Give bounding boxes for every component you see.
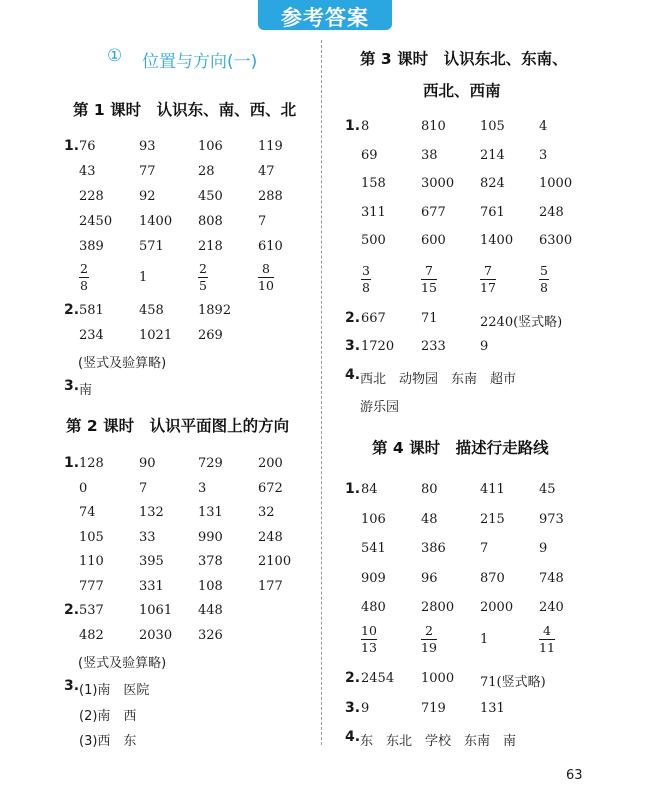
answer-value: 80 — [421, 482, 438, 497]
answer-value: 1892 — [198, 303, 232, 318]
l2-q3-line-1: (1)南 医院 — [79, 683, 150, 698]
answer-value: 810 — [421, 119, 446, 134]
answer-value: 8 — [361, 119, 370, 134]
l3-q4-label: 4. — [345, 367, 361, 383]
l2-q2-label: 2. — [64, 602, 80, 618]
answer-value: 1 — [480, 632, 489, 647]
answer-value: 43 — [79, 164, 96, 179]
answer-value: 9 — [361, 701, 370, 716]
answer-value: 610 — [258, 239, 283, 254]
answer-value: 47 — [258, 164, 275, 179]
l4-q3-label: 3. — [345, 700, 361, 716]
l4-q4-answer: 东 东北 学校 东南 南 — [360, 734, 517, 749]
answer-value: 389 — [79, 239, 104, 254]
answer-value: 2450 — [79, 214, 113, 229]
answer-value: 105 — [480, 119, 505, 134]
l1-q1-label: 1. — [64, 138, 80, 154]
answer-value: 450 — [198, 189, 223, 204]
answer-value: 233 — [421, 339, 446, 354]
page-number: 63 — [566, 768, 583, 783]
answer-value: 973 — [539, 511, 564, 527]
answer-value: 228 — [79, 189, 104, 204]
answer-value: 71 — [421, 311, 438, 326]
answer-value: 2454 — [361, 671, 395, 686]
lesson4-title: 第 4 课时 描述行走路线 — [372, 439, 549, 457]
answer-value: 215 — [480, 511, 505, 527]
fraction-numerator: 7 — [483, 263, 492, 278]
answer-value: 824 — [480, 176, 505, 191]
l2-q3-label: 3. — [64, 678, 80, 694]
answer-value: 761 — [480, 204, 505, 220]
answer-value: 74 — [79, 505, 96, 520]
answer-value: 1 — [139, 270, 148, 285]
answer-value: 0 — [79, 480, 88, 496]
answer-value: 2800 — [421, 600, 455, 615]
answer-value: 93 — [139, 139, 156, 154]
fraction-numerator: 2 — [424, 623, 433, 638]
answer-value: 76 — [79, 139, 96, 154]
fraction-numerator: 5 — [540, 263, 548, 278]
answer-value: 106 — [361, 511, 386, 527]
lesson3-title-line2: 西北、西南 — [423, 82, 501, 100]
fraction-denominator: 8 — [540, 280, 548, 295]
answer-value: 269 — [198, 328, 223, 343]
answer-value: 132 — [139, 505, 164, 520]
fraction-denominator: 8 — [362, 280, 370, 295]
answer-value: 7 — [139, 480, 148, 496]
answer-value: 248 — [539, 204, 564, 220]
answer-value: 667 — [361, 311, 386, 326]
answer-value: 537 — [79, 603, 104, 618]
answer-value: 90 — [139, 456, 156, 471]
fraction — [539, 264, 549, 295]
l2-q2-note: (竖式及验算略) — [78, 656, 167, 671]
answer-value: 719 — [421, 701, 446, 716]
answer-value: 9 — [480, 339, 489, 354]
answer-value: 33 — [139, 529, 156, 545]
fraction-numerator: 3 — [362, 263, 370, 278]
answer-value: 69 — [361, 147, 378, 163]
answer-value: 234 — [79, 328, 104, 343]
answer-value: 1400 — [139, 214, 173, 229]
answer-value: 571 — [139, 239, 164, 254]
answer-value: 581 — [79, 303, 104, 318]
fraction — [480, 264, 496, 295]
answer-value: 177 — [258, 578, 283, 594]
answer-value: 131 — [480, 701, 505, 716]
answer-value: 458 — [139, 303, 164, 318]
l3-q1-label: 1. — [345, 118, 361, 134]
answer-value: 482 — [79, 628, 104, 643]
fraction — [79, 262, 89, 293]
answer-value: 288 — [258, 189, 283, 204]
fraction — [361, 624, 377, 655]
fraction — [539, 624, 555, 655]
lesson1-title: 第 1 课时 认识东、南、西、北 — [73, 101, 297, 119]
answer-value: 1720 — [361, 339, 395, 354]
answer-value: 870 — [480, 570, 505, 586]
fraction-denominator: 19 — [421, 640, 437, 655]
answer-value: 77 — [139, 164, 156, 179]
fraction-numerator: 2 — [80, 261, 88, 276]
answer-value: 96 — [421, 570, 438, 586]
answer-value: 110 — [79, 554, 104, 569]
page-title: 参考答案 — [281, 6, 369, 30]
answer-value: 378 — [198, 554, 223, 569]
answer-value: 84 — [361, 482, 378, 497]
answer-value: 748 — [539, 570, 564, 586]
fraction — [198, 262, 208, 293]
l3-q2-label: 2. — [345, 310, 361, 326]
answer-value: 92 — [139, 189, 156, 204]
answer-value: 777 — [79, 578, 104, 594]
answer-value: 45 — [539, 482, 556, 497]
unit-title: 位置与方向(一) — [142, 52, 258, 72]
l3-q4-line2: 游乐园 — [360, 400, 400, 415]
answer-value: 729 — [198, 456, 223, 471]
answer-value: 1000 — [539, 176, 573, 191]
answer-value: 119 — [258, 139, 283, 154]
answer-value: 4 — [539, 119, 548, 134]
fraction-numerator: 2 — [199, 261, 207, 276]
l4-q4-label: 4. — [345, 729, 361, 745]
answer-value: 128 — [79, 456, 104, 471]
answer-value: 108 — [198, 578, 223, 594]
answer-value: 2100 — [258, 554, 292, 569]
unit-number: ① — [107, 46, 123, 66]
answer-value: 500 — [361, 233, 386, 248]
answer-value: 3000 — [421, 176, 455, 191]
answer-value: 677 — [421, 204, 446, 220]
fraction-numerator: 4 — [542, 623, 551, 638]
fraction — [421, 264, 437, 295]
l1-q3-label: 3. — [64, 378, 80, 394]
fraction — [421, 624, 437, 655]
answer-value: 386 — [421, 541, 446, 556]
answer-value: 106 — [198, 139, 223, 154]
answer-value: 1061 — [139, 603, 173, 618]
answer-value: 2030 — [139, 628, 173, 643]
answer-value: 28 — [198, 164, 215, 179]
answer-value: 411 — [480, 482, 505, 497]
lesson2-title: 第 2 课时 认识平面图上的方向 — [66, 417, 290, 435]
l1-q2-note: (竖式及验算略) — [78, 356, 167, 371]
l2-q3-line-2: (2)南 西 — [79, 709, 137, 724]
column-divider — [321, 40, 322, 745]
answer-value: 331 — [139, 578, 164, 594]
answer-value: 909 — [361, 570, 386, 586]
answer-value: 808 — [198, 214, 223, 229]
l2-q1-label: 1. — [64, 455, 80, 471]
answer-value: 448 — [198, 603, 223, 618]
fraction-denominator: 15 — [421, 280, 437, 295]
answer-value: 158 — [361, 176, 386, 191]
fraction-numerator: 10 — [361, 623, 377, 638]
l1-q3-answer: 南 — [79, 383, 93, 398]
fraction-denominator: 11 — [539, 640, 555, 655]
answer-value: 200 — [258, 456, 283, 471]
answer-value: 326 — [198, 628, 223, 643]
answer-value: 311 — [361, 204, 386, 220]
answer-value: 240 — [539, 600, 564, 615]
answer-value: 6300 — [539, 233, 573, 248]
answer-value: 2240(竖式略) — [480, 315, 563, 330]
answer-value: 1000 — [421, 671, 455, 686]
l2-q3-line-3: (3)西 东 — [79, 734, 137, 749]
answer-value: 9 — [539, 541, 548, 556]
answer-value: 541 — [361, 541, 386, 556]
fraction-numerator: 8 — [261, 261, 270, 276]
answer-value: 2000 — [480, 600, 514, 615]
answer-value: 1021 — [139, 328, 173, 343]
answer-value: 395 — [139, 554, 164, 569]
fraction — [258, 262, 274, 293]
answer-value: 131 — [198, 505, 223, 520]
l3-q3-label: 3. — [345, 338, 361, 354]
answer-value: 7 — [480, 541, 489, 556]
answer-value: 48 — [421, 511, 438, 527]
answer-value: 71(竖式略) — [480, 675, 546, 690]
answer-value: 480 — [361, 600, 386, 615]
l1-q2-label: 2. — [64, 302, 80, 318]
fraction — [361, 264, 371, 295]
answer-value: 990 — [198, 529, 223, 545]
answer-value: 105 — [79, 529, 104, 545]
l4-q1-label: 1. — [345, 481, 361, 497]
fraction-denominator: 8 — [80, 278, 88, 293]
answer-value: 600 — [421, 233, 446, 248]
fraction-numerator: 7 — [424, 263, 433, 278]
answer-value: 32 — [258, 505, 275, 520]
answer-value: 218 — [198, 239, 223, 254]
l3-q4-line1: 西北 动物园 东南 超市 — [360, 372, 517, 387]
answer-value: 3 — [198, 480, 207, 496]
answer-value: 1400 — [480, 233, 514, 248]
answer-value: 7 — [258, 214, 267, 229]
answer-value: 3 — [539, 147, 548, 163]
fraction-denominator: 5 — [199, 278, 207, 293]
fraction-denominator: 13 — [361, 640, 377, 655]
lesson3-title-line1: 第 3 课时 认识东北、东南、 — [360, 50, 568, 68]
fraction-denominator: 17 — [480, 280, 496, 295]
l4-q2-label: 2. — [345, 670, 361, 686]
fraction-denominator: 10 — [258, 278, 274, 293]
answer-value: 248 — [258, 529, 283, 545]
answer-value: 214 — [480, 147, 505, 163]
answer-value: 672 — [258, 480, 283, 496]
answer-value: 38 — [421, 147, 438, 163]
